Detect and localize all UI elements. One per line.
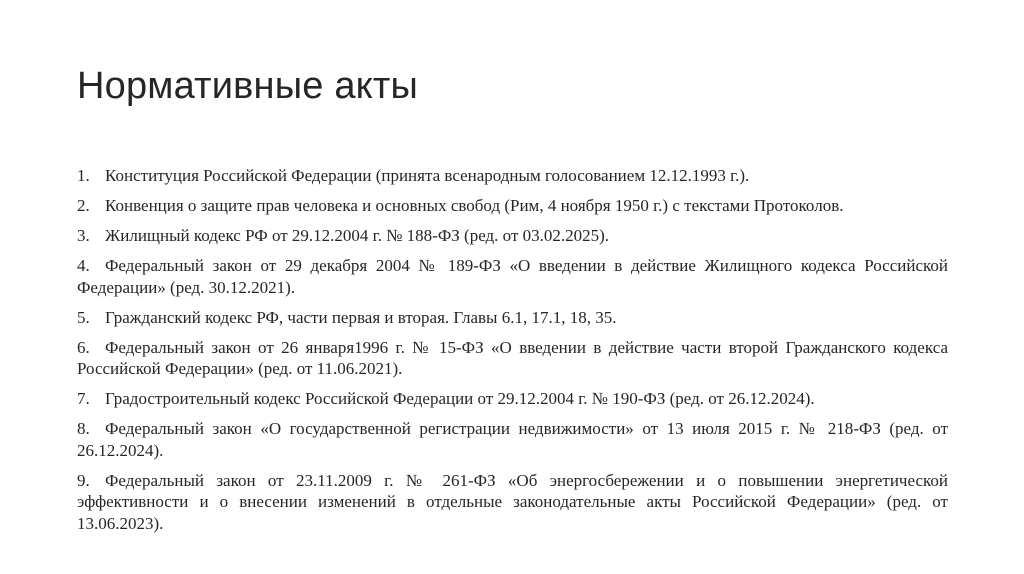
item-text: Конвенция о защите прав человека и основных свобод (Рим, 4 ноября 1950 г.) с текстами Протоколов.: [105, 196, 844, 215]
item-number: 1.: [77, 166, 90, 185]
item-number: 4.: [77, 256, 90, 275]
item-text: Федеральный закон «О государственной регистрации недвижимости» от 13 июля 2015 г. № 218-ФЗ (ред. от 26.12.2024).: [77, 419, 948, 460]
list-item: [77, 388, 948, 410]
list-item: [77, 337, 948, 380]
item-number: 6.: [77, 337, 90, 357]
list-item: [77, 165, 948, 187]
item-text: Жилищный кодекс РФ от 29.12.2004 г. № 188-ФЗ (ред. от 03.02.2025).: [105, 226, 610, 245]
item-text: Федеральный закон от 26 января1996 г. № 15-ФЗ «О введении в действие части второй Гражданского кодекса Российской Федерации» (ред. от 11.06.2021).: [77, 337, 948, 378]
item-text: Гражданский кодекс РФ, части первая и вторая. Главы 6.1, 17.1, 18, 35.: [105, 307, 617, 327]
item-text: Конституция Российской Федерации (принята всенародным голосованием 12.12.1993 г.).: [105, 166, 750, 185]
list-item: [77, 470, 948, 535]
item-number: 2.: [77, 196, 90, 215]
list-item: [77, 255, 948, 298]
item-number: 9.: [77, 470, 90, 490]
item-number: 3.: [77, 226, 90, 245]
item-number: 7.: [77, 389, 90, 408]
item-text: Федеральный закон от 29 декабря 2004 № 189-ФЗ «О введении в действие Жилищного кодекса Российской Федерации» (ред. 30.12.2021).: [77, 256, 948, 297]
slide-title: Нормативные акты: [77, 65, 419, 107]
list-item: [77, 225, 948, 247]
list-item: [77, 195, 948, 217]
item-text: Федеральный закон от 23.11.2009 г. № 261-ФЗ «Об энергосбережении и о повышении энергетической эффективности и о внесении изменений в отдельные законодательные акты Российской Федерации» (ред. от 13.06.2023).: [77, 470, 948, 533]
item-number: 8.: [77, 419, 90, 438]
list-item: [77, 418, 948, 461]
item-number: 5.: [77, 307, 90, 327]
list-item: [77, 307, 948, 329]
item-text: Градостроительный кодекс Российской Федерации от 29.12.2004 г. № 190-ФЗ (ред. от 26.12.2024).: [105, 389, 815, 408]
acts-list: [77, 165, 948, 543]
